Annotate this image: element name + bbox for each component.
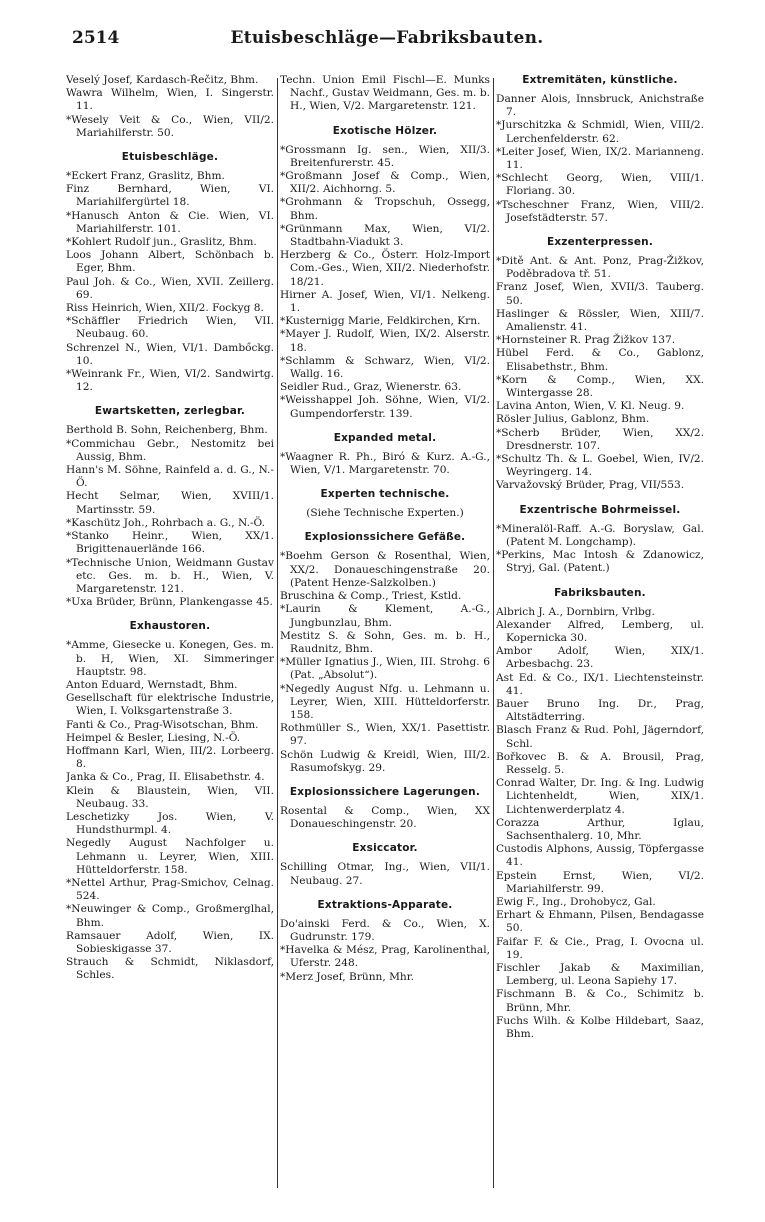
directory-entry: *Nettel Arthur, Prag-Smichov, Celnag. 524. xyxy=(66,876,274,903)
directory-entry: *Korn & Comp., Wien, XX. Wintergasse 28. xyxy=(496,373,704,400)
directory-entry: *Laurin & Klement, A.-G., Jungbunzlau, Bhm. xyxy=(280,603,490,629)
directory-entry: *Commichau Gebr., Nestomitz bei Aussig, Bhm. xyxy=(66,437,274,463)
directory-entry: *Scherb Brüder, Wien, XX/2. Dresdnerstr. 107. xyxy=(496,426,704,452)
directory-entry: *Boehm Gerson & Rosenthal, Wien, XX/2. Donaueschingenstraße 20. (Patent Henze-Salzkolben.) xyxy=(280,550,490,589)
directory-entry: Hoffmann Karl, Wien, III/2. Lorbeerg. 8. xyxy=(66,744,274,771)
directory-entry: Klein & Blaustein, Wien, VII. Neubaug. 33. xyxy=(66,784,274,810)
directory-entry: Erhart & Ehmann, Pilsen, Bendagasse 50. xyxy=(496,909,704,935)
directory-entry: Leschetizky Jos. Wien, V. Hundsthurmpl. 4. xyxy=(66,810,274,837)
directory-entry: Seidler Rud., Graz, Wienerstr. 63. xyxy=(280,381,462,394)
directory-entry: Fischler Jakab & Maximilian, Lemberg, ul. Leona Sapiehy 17. xyxy=(496,961,704,988)
directory-entry: Custodis Alphons, Aussig, Töpfergasse 41. xyxy=(496,843,704,869)
directory-entry: Schön Ludwig & Kreidl, Wien, III/2. Rasumofskyg. 29. xyxy=(280,748,490,774)
directory-entry: Epstein Ernst, Wien, VI/2. Mariahilferstr. 99. xyxy=(496,869,704,895)
directory-entry: Bořkovec B. & A. Brousil, Prag, Resselg. 5. xyxy=(496,750,704,776)
section-heading: Experten technische. xyxy=(320,488,450,501)
directory-entry: *Kusternigg Marie, Feldkirchen, Krn. xyxy=(280,315,481,328)
directory-entry: Rosental & Comp., Wien, XX Donaueschingenstr. 20. xyxy=(280,804,490,831)
directory-entry: Berthold B. Sohn, Reichenberg, Bhm. xyxy=(66,424,268,437)
directory-entry: Ramsauer Adolf, Wien, IX. Sobieskigasse 37. xyxy=(66,929,274,955)
directory-entry: Hecht Selmar, Wien, XVIII/1. Martinsstr. 59. xyxy=(66,490,274,516)
directory-entry: Rothmüller S., Wien, XX/1. Pasettistr. 97. xyxy=(280,722,490,748)
directory-entry: Varvažovský Brüder, Prag, VII/553. xyxy=(496,479,685,492)
directory-entry: Hirner A. Josef, Wien, VI/1. Nelkeng. 1. xyxy=(280,288,490,315)
directory-entry: *Weinrank Fr., Wien, VI/2. Sandwirtg. 12. xyxy=(66,368,274,394)
directory-entry: Fuchs Wilh. & Kolbe Hildebart, Saaz, Bhm. xyxy=(496,1014,704,1040)
directory-entry: *Schlecht Georg, Wien, VIII/1. Floriang. 30. xyxy=(496,172,704,198)
directory-entry: *Leiter Josef, Wien, IX/2. Marianneng. 11. xyxy=(496,145,704,172)
directory-entry: Finz Bernhard, Wien, VI. Mariahilfergürtel 18. xyxy=(66,183,274,209)
directory-entry: Blasch Franz & Rud. Pohl, Jägerndorf, Schl. xyxy=(496,724,704,750)
directory-entry: Do'ainski Ferd. & Co., Wien, X. Gudrunstr. 179. xyxy=(280,917,490,943)
directory-entry: Danner Alois, Innsbruck, Anichstraße 7. xyxy=(496,93,704,119)
directory-entry: *Hanusch Anton & Cie. Wien, VI. Mariahilferstr. 101. xyxy=(66,209,274,235)
section-heading: Extremitäten, künstliche. xyxy=(522,74,678,86)
directory-entry: Hann's M. Söhne, Rainfeld a. d. G., N.-Ö. xyxy=(66,464,274,490)
directory-entry: *Havelka & Mész, Prag, Karolinenthal, Uferstr. 248. xyxy=(280,944,490,970)
directory-entry: *Kaschütz Joh., Rohrbach a. G., N.-Ö. xyxy=(66,516,265,529)
directory-entry: *Jurschitzka & Schmidl, Wien, VIII/2. Lerchenfelderstr. 62. xyxy=(496,119,704,145)
directory-entry: *Grossmann Ig. sen., Wien, XII/3. Breitenfurerstr. 45. xyxy=(280,143,490,169)
directory-entry: Haslinger & Rössler, Wien, XIII/7. Amalienstr. 41. xyxy=(496,307,704,334)
section-heading: Exzentrische Bohrmeissel. xyxy=(519,503,681,516)
directory-entry: Janka & Co., Prag, II. Elisabethstr. 4. xyxy=(66,771,265,784)
page-header xyxy=(72,28,702,58)
directory-entry: *Großmann Josef & Comp., Wien, XII/2. Aichhorng. 5. xyxy=(280,170,490,196)
directory-entry: Techn. Union Emil Fischl—E. Munks Nachf., Gustav Weidmann, Ges. m. b. H., Wien, V/2. Margaretenstr. 121. xyxy=(280,74,490,113)
directory-entry: *Müller Ignatius J., Wien, III. Strohg. 6 (Pat. „Absolut“). xyxy=(280,656,490,682)
section-heading: Etuisbeschläge. xyxy=(121,151,219,164)
directory-entry: Conrad Walter, Dr. Ing. & Ing. Ludwig Lichtenheldt, Wien, XIX/1. Lichtenwerderplatz 4. xyxy=(496,777,704,816)
directory-entry: *Schultz Th. & L. Goebel, Wien, IV/2. Weyringerg. 14. xyxy=(496,453,704,479)
directory-entry: Albrich J. A., Dornbirn, Vrlbg. xyxy=(496,605,655,618)
running-title: Etuisbeschläge—Fabriksbauten. xyxy=(230,28,544,48)
section-heading: Exhaustoren. xyxy=(129,620,211,633)
section-heading: Extraktions-Apparate. xyxy=(317,898,453,911)
directory-entry: Schilling Otmar, Ing., Wien, VII/1. Neubaug. 27. xyxy=(280,861,490,887)
directory-entry: *Mineralöl-Raff. A.-G. Boryslaw, Gal. (Patent M. Longchamp). xyxy=(496,522,704,548)
directory-entry: *Merz Josef, Brünn, Mhr. xyxy=(280,970,415,983)
directory-columns xyxy=(66,74,706,1204)
page-number: 2514 xyxy=(72,28,120,48)
section-heading: Exsiccator. xyxy=(352,842,418,855)
directory-entry: Ambor Adolf, Wien, XIX/1. Arbesbachg. 23. xyxy=(496,645,704,671)
directory-entry: Faifar F. & Cie., Prag, I. Ovocna ul. 19. xyxy=(496,935,704,961)
directory-entry: *Negedly August Nfg. u. Lehmann u. Leyrer, Wien, XIII. Hütteldorferstr. 158. xyxy=(280,682,490,721)
column-2 xyxy=(280,74,490,1194)
column-divider xyxy=(493,78,494,1188)
directory-entry: *Wesely Veit & Co., Wien, VII/2. Mariahilferstr. 50. xyxy=(66,113,274,139)
directory-entry: *Tscheschner Franz, Wien, VIII/2. Josefstädterstr. 57. xyxy=(496,198,704,224)
directory-entry: Lavina Anton, Wien, V. Kl. Neug. 9. xyxy=(496,400,685,413)
directory-entry: Herzberg & Co., Österr. Holz-Import Com.-Ges., Wien, XII/2. Niederhofstr. 18/21. xyxy=(280,249,490,288)
directory-entry: *Perkins, Mac Intosh & Zdanowicz, Stryj, Gal. (Patent.) xyxy=(496,549,704,575)
directory-entry: *Ditě Ant. & Ant. Ponz, Prag-Žižkov, Poděbradova tř. 51. xyxy=(496,255,704,281)
section-heading: Exotische Hölzer. xyxy=(332,124,438,137)
directory-entry: Bruschina & Comp., Triest, Kstld. xyxy=(280,590,462,603)
directory-entry: *Technische Union, Weidmann Gustav etc. Ges. m. b. H., Wien, V. Margaretenstr. 121. xyxy=(66,556,274,595)
directory-entry: Veselý Josef, Kardasch-Řečitz, Bhm. xyxy=(66,74,259,86)
directory-entry: *Hornsteiner R. Prag Žižkov 137. xyxy=(496,334,676,347)
directory-entry: Wawra Wilhelm, Wien, I. Singerstr. 11. xyxy=(66,87,274,113)
directory-entry: Ast Ed. & Co., IX/1. Liechtensteinstr. 41. xyxy=(496,671,704,697)
column-1 xyxy=(66,74,274,1194)
directory-entry: Alexander Alfred, Lemberg, ul. Kopernicka 30. xyxy=(496,618,704,644)
directory-entry: *Schäffler Friedrich Wien, VII. Neubaug. 60. xyxy=(66,315,274,341)
directory-entry: Fischmann B. & Co., Schimitz b. Brünn, Mhr. xyxy=(496,988,704,1014)
directory-entry: Mestitz S. & Sohn, Ges. m. b. H., Raudnitz, Bhm. xyxy=(280,629,490,655)
directory-entry: Schrenzel N., Wien, VI/1. Dambőckg. 10. xyxy=(66,341,274,367)
column-divider xyxy=(277,78,278,1188)
directory-entry: *Amme, Giesecke u. Konegen, Ges. m. b. H, Wien, XI. Simmeringer Hauptstr. 98. xyxy=(66,639,274,678)
section-heading: Exzenterpressen. xyxy=(546,236,654,249)
directory-entry: Gesellschaft für elektrische Industrie, Wien, I. Volksgartenstraße 3. xyxy=(66,692,274,718)
directory-entry: *Weisshappel Joh. Söhne, Wien, VI/2. Gumpendorferstr. 139. xyxy=(280,394,490,420)
directory-entry: *Uxa Brüder, Brünn, Plankengasse 45. xyxy=(66,596,273,609)
directory-entry: Franz Josef, Wien, XVII/3. Tauberg. 50. xyxy=(496,281,704,307)
directory-entry: Loos Johann Albert, Schönbach b. Eger, Bhm. xyxy=(66,249,274,275)
directory-entry: *Waagner R. Ph., Biró & Kurz. A.-G., Wien, V/1. Margaretenstr. 70. xyxy=(280,450,490,477)
directory-entry: Heimpel & Besler, Liesing, N.-Ö. xyxy=(66,731,241,744)
directory-entry: *Neuwinger & Comp., Großmerglhal, Bhm. xyxy=(66,903,274,929)
column-3 xyxy=(496,74,704,1194)
section-heading: Ewartsketten, zerlegbar. xyxy=(94,405,246,418)
directory-entry: Hübel Ferd. & Co., Gablonz, Elisabethstr., Bhm. xyxy=(496,347,704,373)
directory-entry: Strauch & Schmidt, Niklasdorf, Schles. xyxy=(66,956,274,982)
section-heading: Explosionssichere Gefäße. xyxy=(304,531,466,544)
directory-entry: Fanti & Co., Prag-Wisotschan, Bhm. xyxy=(66,718,259,731)
section-heading: Expanded metal. xyxy=(333,431,437,444)
directory-entry: Paul Joh. & Co., Wien, XVII. Zeillerg. 69. xyxy=(66,275,274,301)
directory-entry: Corazza Arthur, Iglau, Sachsenthalerg. 10, Mhr. xyxy=(496,816,704,842)
directory-entry: Bauer Bruno Ing. Dr., Prag, Altstädterring. xyxy=(496,697,704,724)
directory-entry: *Stanko Heinr., Wien, XX/1. Brigittenauerlände 166. xyxy=(66,530,274,556)
directory-entry: Ewig F., Ing., Drohobycz, Gal. xyxy=(496,895,656,908)
section-heading: Fabriksbauten. xyxy=(554,586,646,599)
directory-entry: Riss Heinrich, Wien, XII/2. Fockyg 8. xyxy=(66,302,264,315)
directory-entry: *Schlamm & Schwarz, Wien, VI/2. Wallg. 16. xyxy=(280,354,490,381)
directory-entry: *Mayer J. Rudolf, Wien, IX/2. Alserstr. 18. xyxy=(280,328,490,354)
directory-entry: *Kohlert Rudolf jun., Graslitz, Bhm. xyxy=(66,236,257,249)
directory-entry: Negedly August Nachfolger u. Lehmann u. Leyrer, Wien, XIII. Hütteldorferstr. 158. xyxy=(66,837,274,876)
directory-entry: *Eckert Franz, Graslitz, Bhm. xyxy=(66,170,225,183)
directory-entry: Rösler Julius, Gablonz, Bhm. xyxy=(496,413,650,426)
directory-entry: *Grünmann Max, Wien, VI/2. Stadtbahn-Viadukt 3. xyxy=(280,222,490,249)
directory-entry: Anton Eduard, Wernstadt, Bhm. xyxy=(66,678,238,691)
section-note: (Siehe Technische Experten.) xyxy=(306,507,464,520)
section-heading: Explosionssichere Lagerungen. xyxy=(289,785,481,798)
directory-entry: *Grohmann & Tropschuh, Ossegg, Bhm. xyxy=(280,196,490,222)
